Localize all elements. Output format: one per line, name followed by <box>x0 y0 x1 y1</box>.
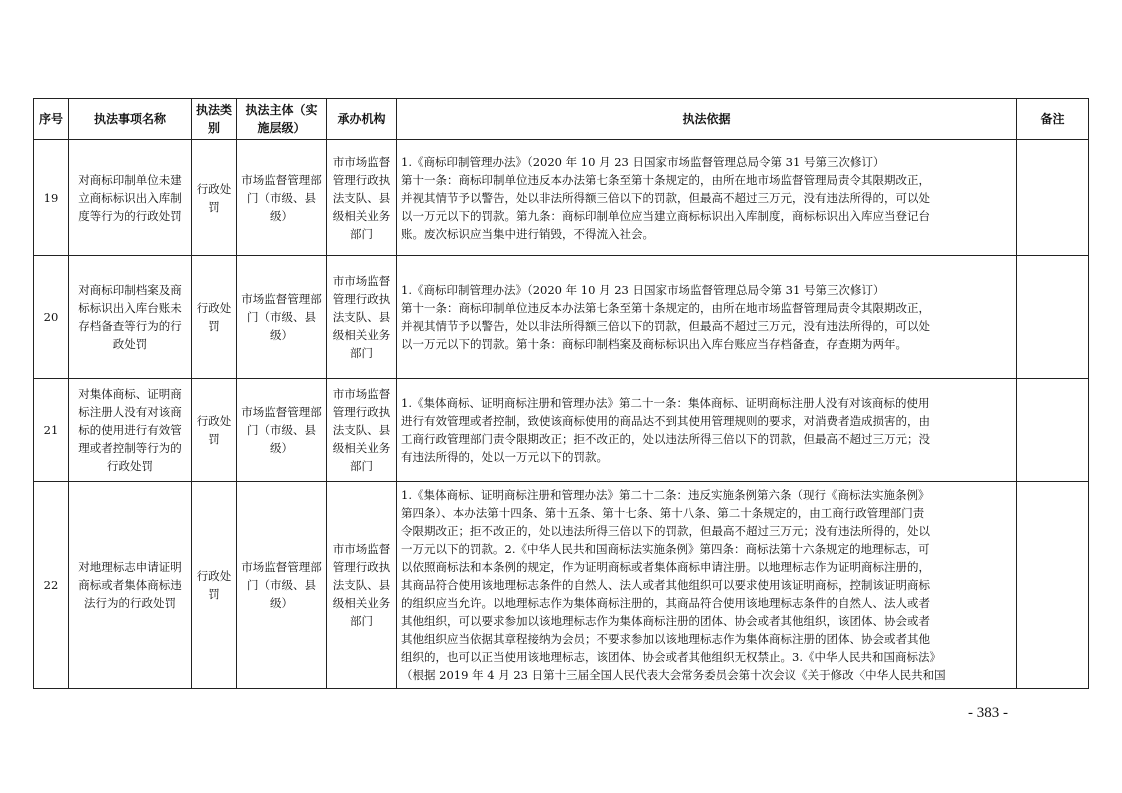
basis-line: 以一万元以下的罚款。第十条：商标印制档案及商标标识出入库台账应当存档备查，存查期为两年。 <box>401 337 907 351</box>
basis-line: 1.《商标印制管理办法》（2020 年 10 月 23 日国家市场监督管理总局令第 31 号第三次修订） <box>401 283 885 297</box>
basis-line: 并视其情节予以警告，处以非法所得额三倍以下的罚款，但最高不超过三万元，没有违法所得的，可以处 <box>401 190 930 205</box>
header-basis: 执法依据 <box>397 99 1017 140</box>
row-seq: 21 <box>34 379 69 482</box>
basis-line: 有违法所得的，处以一万元以下的罚款。 <box>401 450 608 464</box>
enforcement-table <box>33 98 1089 689</box>
header-note: 备注 <box>1017 99 1089 140</box>
basis-line: 1.《商标印制管理办法》（2020 年 10 月 23 日国家市场监督管理总局令第 31 号第三次修订） <box>401 154 885 169</box>
basis-line: 其他组织，可以要求参加以该地理标志作为集体商标注册的团体、协会或者其他组织，该团体、协会或者 <box>401 614 930 628</box>
row-subject: 市场监督管理部门（市级、县级） <box>237 140 327 256</box>
basis-line: 其商品符合使用该地理标志条件的自然人、法人或者其他组织可以要求使用该证明商标，控制该证明商标 <box>401 578 930 592</box>
basis-line: 工商行政管理部门责令限期改正；拒不改正的，处以违法所得三倍以下的罚款，但最高不超过三万元；没 <box>401 432 930 446</box>
basis-line: 组织的，也可以正当使用该地理标志，该团体、协会或者其他组织无权禁止。3.《中华人民共和国商标法》 <box>401 650 941 664</box>
basis-line: 以依照商标法和本条例的规定，作为证明商标或者集体商标申请注册。以地理标志作为证明商标注册的， <box>401 560 930 574</box>
table-row <box>34 140 1089 256</box>
basis-line: 1.《集体商标、证明商标注册和管理办法》第二十一条：集体商标、证明商标注册人没有对该商标的使用 <box>401 396 930 410</box>
row-subject: 市场监督管理部门（市级、县级） <box>237 482 327 689</box>
row-basis <box>397 482 1017 689</box>
row-note <box>1017 482 1089 689</box>
table-row <box>34 379 1089 482</box>
basis-line: 进行有效管理或者控制，致使该商标使用的商品达不到其使用管理规则的要求，对消费者造成损害的，由 <box>401 414 930 428</box>
basis-line: （根据 2019 年 4 月 23 日第十三届全国人民代表大会常务委员会第十次会议《关于修改〈中华人民共和国 <box>401 668 946 682</box>
row-seq: 19 <box>34 140 69 256</box>
row-seq: 20 <box>34 256 69 379</box>
header-category: 执法类别 <box>192 99 237 140</box>
row-basis <box>397 379 1017 482</box>
row-category: 行政处罚 <box>192 140 237 256</box>
header-agency: 承办机构 <box>327 99 397 140</box>
row-agency: 市市场监督管理行政执法支队、县级相关业务部门 <box>327 482 397 689</box>
row-item: 对商标印制单位未建立商标标识出入库制度等行为的行政处罚 <box>69 140 192 256</box>
table-row <box>34 482 1089 689</box>
row-category: 行政处罚 <box>192 482 237 689</box>
header-item: 执法事项名称 <box>69 99 192 140</box>
row-agency: 市市场监督管理行政执法支队、县级相关业务部门 <box>327 379 397 482</box>
page-number: - 383 - <box>968 705 1008 721</box>
basis-line: 一万元以下的罚款。2.《中华人民共和国商标法实施条例》第四条：商标法第十六条规定的地理标志，可 <box>401 542 930 556</box>
row-subject: 市场监督管理部门（市级、县级） <box>237 256 327 379</box>
basis-line: 以一万元以下的罚款。第九条：商标印制单位应当建立商标标识出入库制度，商标标识出入库应当登记台 <box>401 208 930 223</box>
row-item: 对集体商标、证明商标注册人没有对该商标的使用进行有效管理或者控制等行为的行政处罚 <box>69 379 192 482</box>
header-seq: 序号 <box>34 99 69 140</box>
basis-line: 第十一条：商标印制单位违反本办法第七条至第十条规定的，由所在地市场监督管理局责令其限期改正， <box>401 301 930 315</box>
basis-line: 账。废次标识应当集中进行销毁，不得流入社会。 <box>401 226 654 241</box>
basis-line: 1.《集体商标、证明商标注册和管理办法》第二十二条：违反实施条例第六条（现行《商标法实施条例》 <box>401 488 930 502</box>
row-note <box>1017 256 1089 379</box>
basis-line: 第十一条：商标印制单位违反本办法第七条至第十条规定的，由所在地市场监督管理局责令其限期改正， <box>401 172 930 187</box>
header-row <box>34 99 1089 140</box>
basis-line: 的组织应当允许。以地理标志作为集体商标注册的，其商品符合使用该地理标志条件的自然人、法人或者 <box>401 596 930 610</box>
basis-line: 其他组织应当依据其章程接纳为会员；不要求参加以该地理标志作为集体商标注册的团体、协会或者其他 <box>401 632 930 646</box>
table-row <box>34 256 1089 379</box>
row-category: 行政处罚 <box>192 256 237 379</box>
row-agency: 市市场监督管理行政执法支队、县级相关业务部门 <box>327 256 397 379</box>
row-category: 行政处罚 <box>192 379 237 482</box>
row-item: 对地理标志申请证明商标或者集体商标违法行为的行政处罚 <box>69 482 192 689</box>
row-note <box>1017 379 1089 482</box>
row-seq: 22 <box>34 482 69 689</box>
row-item: 对商标印制档案及商标标识出入库台账未存档备查等行为的行政处罚 <box>69 256 192 379</box>
row-basis <box>397 140 1017 256</box>
header-subject: 执法主体（实施层级） <box>237 99 327 140</box>
basis-line: 并视其情节予以警告，处以非法所得额三倍以下的罚款，但最高不超过三万元，没有违法所得的，可以处 <box>401 319 930 333</box>
row-agency: 市市场监督管理行政执法支队、县级相关业务部门 <box>327 140 397 256</box>
basis-line: 令限期改正；拒不改正的，处以违法所得三倍以下的罚款，但最高不超过三万元；没有违法所得的，处以 <box>401 524 930 538</box>
row-subject: 市场监督管理部门（市级、县级） <box>237 379 327 482</box>
row-basis <box>397 256 1017 379</box>
row-note <box>1017 140 1089 256</box>
basis-line: 第四条）、本办法第十四条、第十五条、第十七条、第十八条、第二十条规定的，由工商行政管理部门责 <box>401 506 925 520</box>
